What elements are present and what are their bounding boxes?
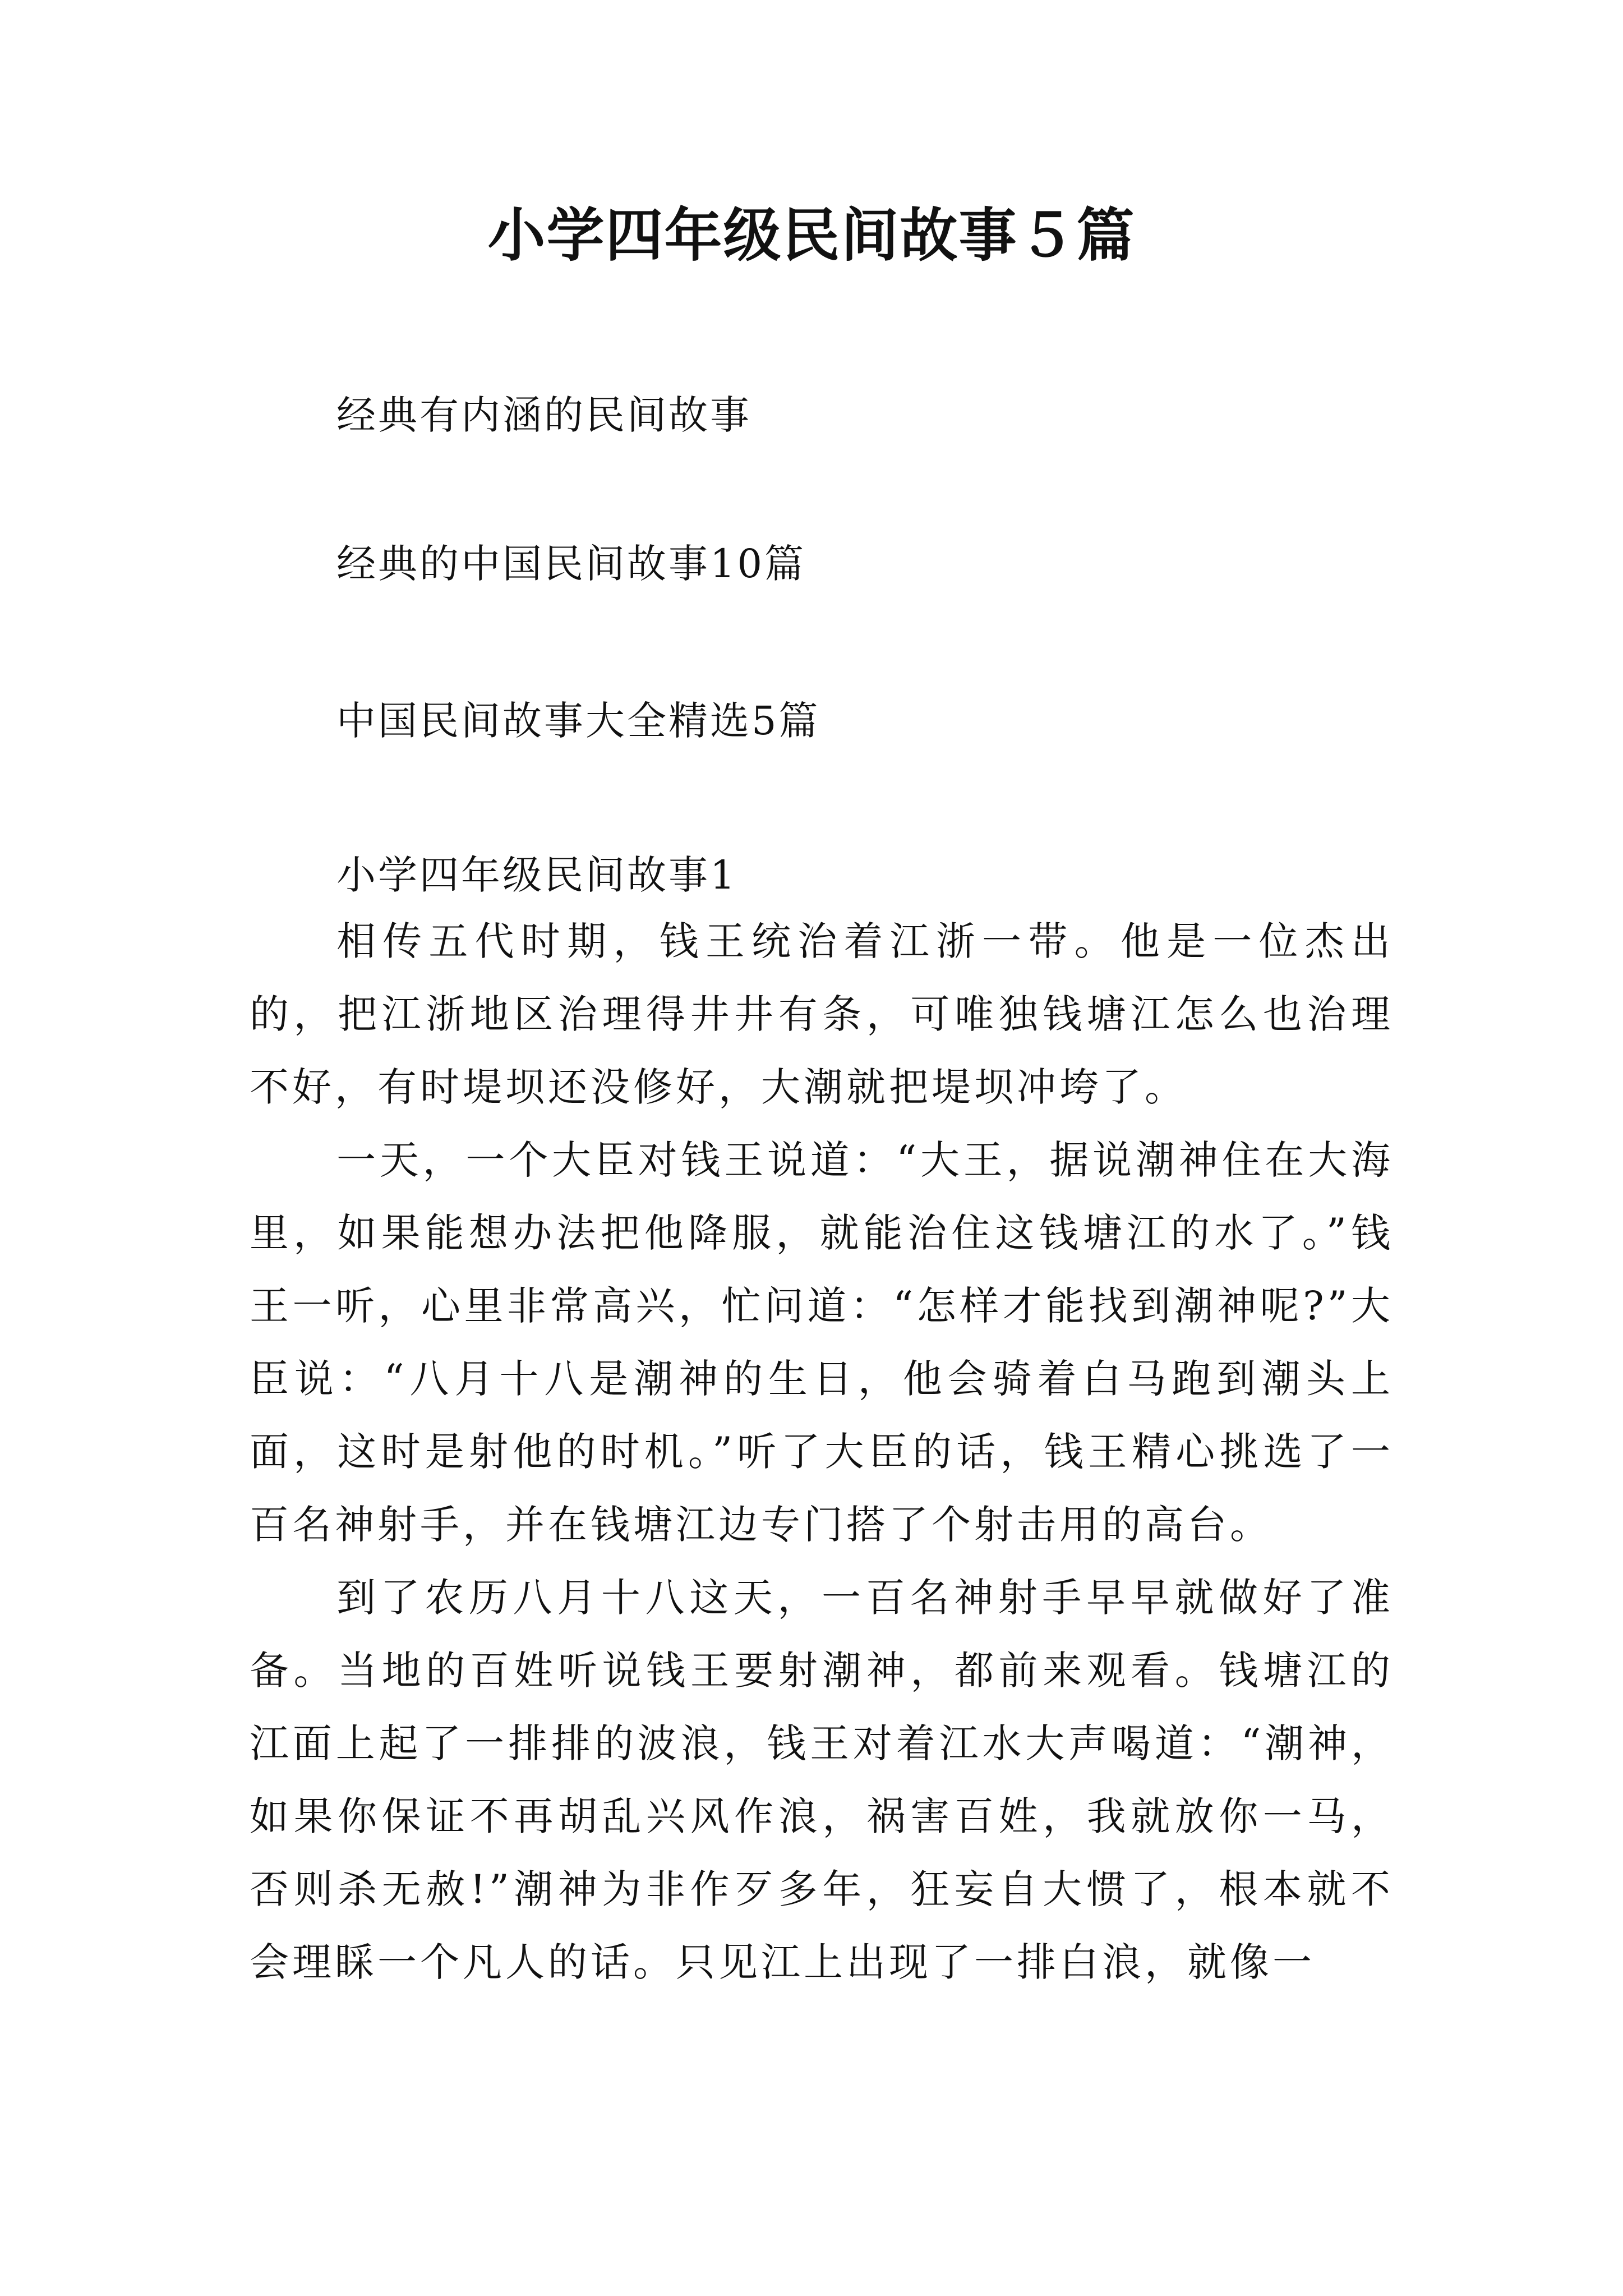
paragraph-1: 相传五代时期，钱王统治着江浙一带。他是一位杰出的，把江浙地区治理得井井有条，可唯独钱塘江怎么也治理不好，有时堤坝还没修好，大潮就把堤坝冲垮了。 bbox=[250, 918, 1394, 1110]
related-article-link-2[interactable]: 经典的中国民间故事10篇 bbox=[336, 541, 806, 587]
story-body bbox=[250, 905, 1394, 1999]
paragraph-2: 一天，一个大臣对钱王说道：“大王，据说潮神住在大海里，如果能想办法把他降服，就能治住这钱塘江的水了。”钱王一听，心里非常高兴，忙问道：“怎样才能找到潮神呢?”大臣说：“八月十八是潮神的生日，他会骑着白马跑到潮头上面，这时是射他的时机。”听了大臣的话，钱王精心挑选了一百名神射手，并在钱塘江边专门搭了个射击用的高台。 bbox=[250, 1137, 1394, 1548]
page-title: 小学四年级民间故事５篇 bbox=[487, 201, 1136, 269]
related-article-link-3[interactable]: 中国民间故事大全精选5篇 bbox=[336, 698, 820, 744]
related-article-link-1[interactable]: 经典有内涵的民间故事 bbox=[336, 392, 751, 438]
paragraph-3: 到了农历八月十八这天，一百名神射手早早就做好了准备。当地的百姓听说钱王要射潮神，都前来观看。钱塘江的江面上起了一排排的波浪，钱王对着江水大声喝道：“潮神，如果你保证不再胡乱兴风作浪，祸害百姓，我就放你一马，否则杀无赦!”潮神为非作歹多年，狂妄自大惯了，根本就不会理睬一个凡人的话。只见江上出现了一排白浪，就像一 bbox=[250, 1575, 1394, 1985]
section-heading: 小学四年级民间故事1 bbox=[336, 852, 737, 898]
